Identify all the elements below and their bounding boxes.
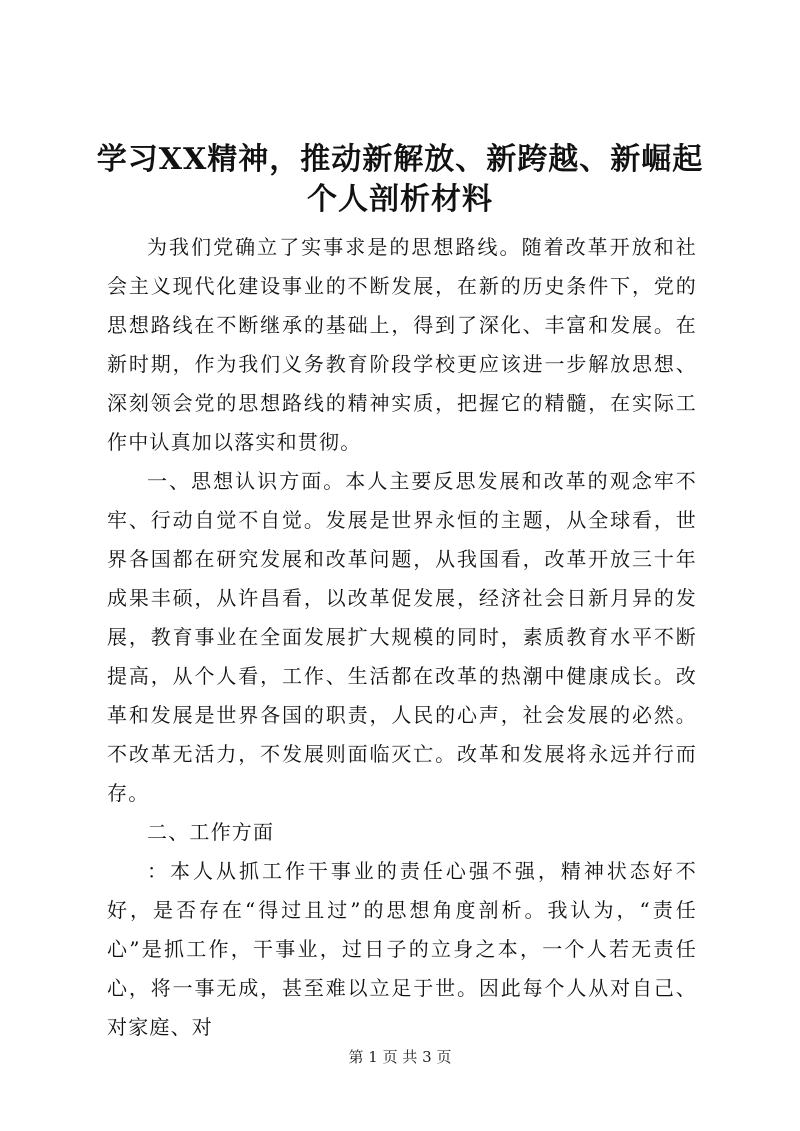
page-footer: 第 1 页 共 3 页	[348, 1048, 452, 1066]
paragraph-intro: 为我们党确立了实事求是的思想路线。随着改革开放和社会主义现代化建设事业的不断发展，在新的历史条件下，党的思想路线在不断继承的基础上，得到了深化、丰富和发展。在新时期，作为我们义务教育阶段学校更应该进一步解放思想、深刻领会党的思想路线的精神实质，把握它的精髓，在实际工作中认真加以落实和贯彻。	[107, 235, 697, 454]
document-body	[107, 228, 697, 1047]
paragraph-section-1: 一、思想认识方面。本人主要反思发展和改革的观念牢不牢、行动自觉不自觉。发展是世界永恒的主题，从全球看，世界各国都在研究发展和改革问题，从我国看，改革开放三十年成果丰硕，从许昌看，以改革促发展，经济社会日新月异的发展，教育事业在全面发展扩大规模的同时，素质教育水平不断提高，从个人看，工作、生活都在改革的热潮中健康成长。改革和发展是世界各国的职责，人民的心声，社会发展的必然。不改革无活力，不发展则面临灭亡。改革和发展将永远并行而存。	[107, 469, 697, 805]
title-line-1: 学习XX精神，推动新解放、新跨越、新崛起	[96, 142, 704, 177]
paragraph-section-2: ：本人从抓工作干事业的责任心强不强，精神状态好不好，是否存在“得过且过”的思想角度剖析。我认为，“责任心”是抓工作，干事业，过日子的立身之本，一个人若无责任心，将一事无成，甚至难以立足于世。因此每个人从对自己、对家庭、对	[107, 859, 697, 1039]
title-line-2: 个人剖析材料	[307, 182, 493, 217]
document-title	[0, 140, 800, 220]
section-heading-2: 二、工作方面	[147, 820, 275, 844]
